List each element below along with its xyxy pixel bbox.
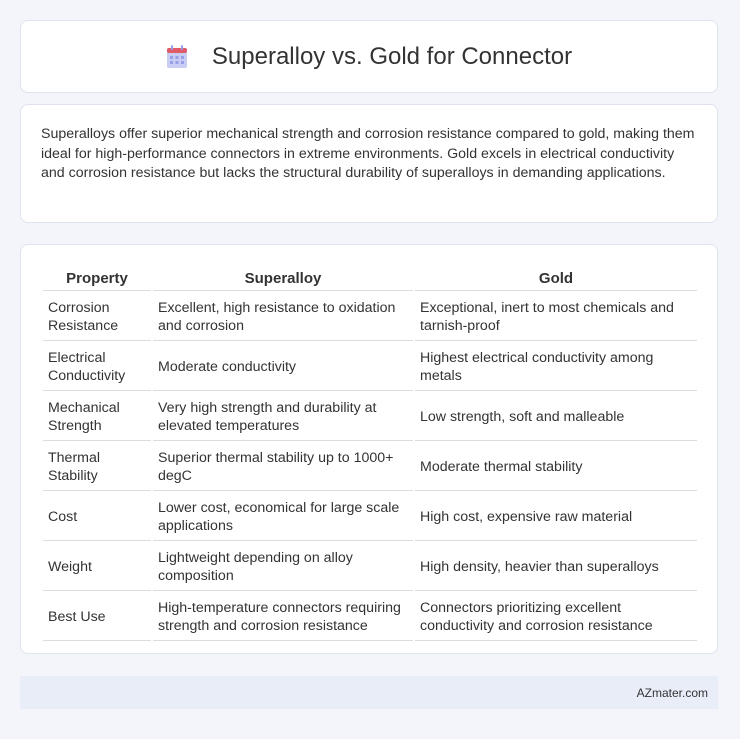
cell-superalloy: Moderate conductivity [153,343,413,391]
table-row [43,493,697,541]
cell-property: Thermal Stability [43,443,151,491]
cell-gold: Exceptional, inert to most chemicals and tarnish-proof [415,293,697,341]
cell-gold: High density, heavier than superalloys [415,543,697,591]
page-title [166,43,572,71]
cell-superalloy: High-temperature connectors requiring strength and corrosion resistance [153,593,413,641]
table-row [43,543,697,591]
cell-property: Weight [43,543,151,591]
footer [20,676,718,709]
cell-superalloy: Lower cost, economical for large scale applications [153,493,413,541]
cell-property: Mechanical Strength [43,393,151,441]
cell-gold: Connectors prioritizing excellent conductivity and corrosion resistance [415,593,697,641]
table-row [43,293,697,341]
table-card [20,244,718,654]
comparison-table [41,265,699,643]
cell-superalloy: Very high strength and durability at elevated temperatures [153,393,413,441]
cell-gold: Moderate thermal stability [415,443,697,491]
cell-property: Best Use [43,593,151,641]
summary-text: Superalloys offer superior mechanical strength and corrosion resistance compared to gold, making them ideal for high-performance connectors in extreme environments. Gold excels in electrical conductivity and corrosion resistance but lacks the structural durability of superalloys in demanding applications. [41,126,695,181]
cell-gold: Highest electrical conductivity among metals [415,343,697,391]
header-gold: Gold [415,267,697,291]
cell-property: Cost [43,493,151,541]
table-header-row [43,267,697,291]
table-row [43,393,697,441]
cell-superalloy: Excellent, high resistance to oxidation and corrosion [153,293,413,341]
calendar-icon [166,45,188,69]
footer-brand: AZmater.com [636,685,708,700]
header-superalloy: Superalloy [153,267,413,291]
cell-property: Electrical Conductivity [43,343,151,391]
table-row [43,343,697,391]
table-row [43,443,697,491]
cell-superalloy: Superior thermal stability up to 1000+ degC [153,443,413,491]
cell-gold: High cost, expensive raw material [415,493,697,541]
header-property: Property [43,267,151,291]
summary-card [20,104,718,223]
page-title-text: Superalloy vs. Gold for Connector [211,42,573,70]
cell-superalloy: Lightweight depending on alloy composition [153,543,413,591]
title-card [20,20,718,93]
table-row [43,593,697,641]
cell-property: Corrosion Resistance [43,293,151,341]
cell-gold: Low strength, soft and malleable [415,393,697,441]
